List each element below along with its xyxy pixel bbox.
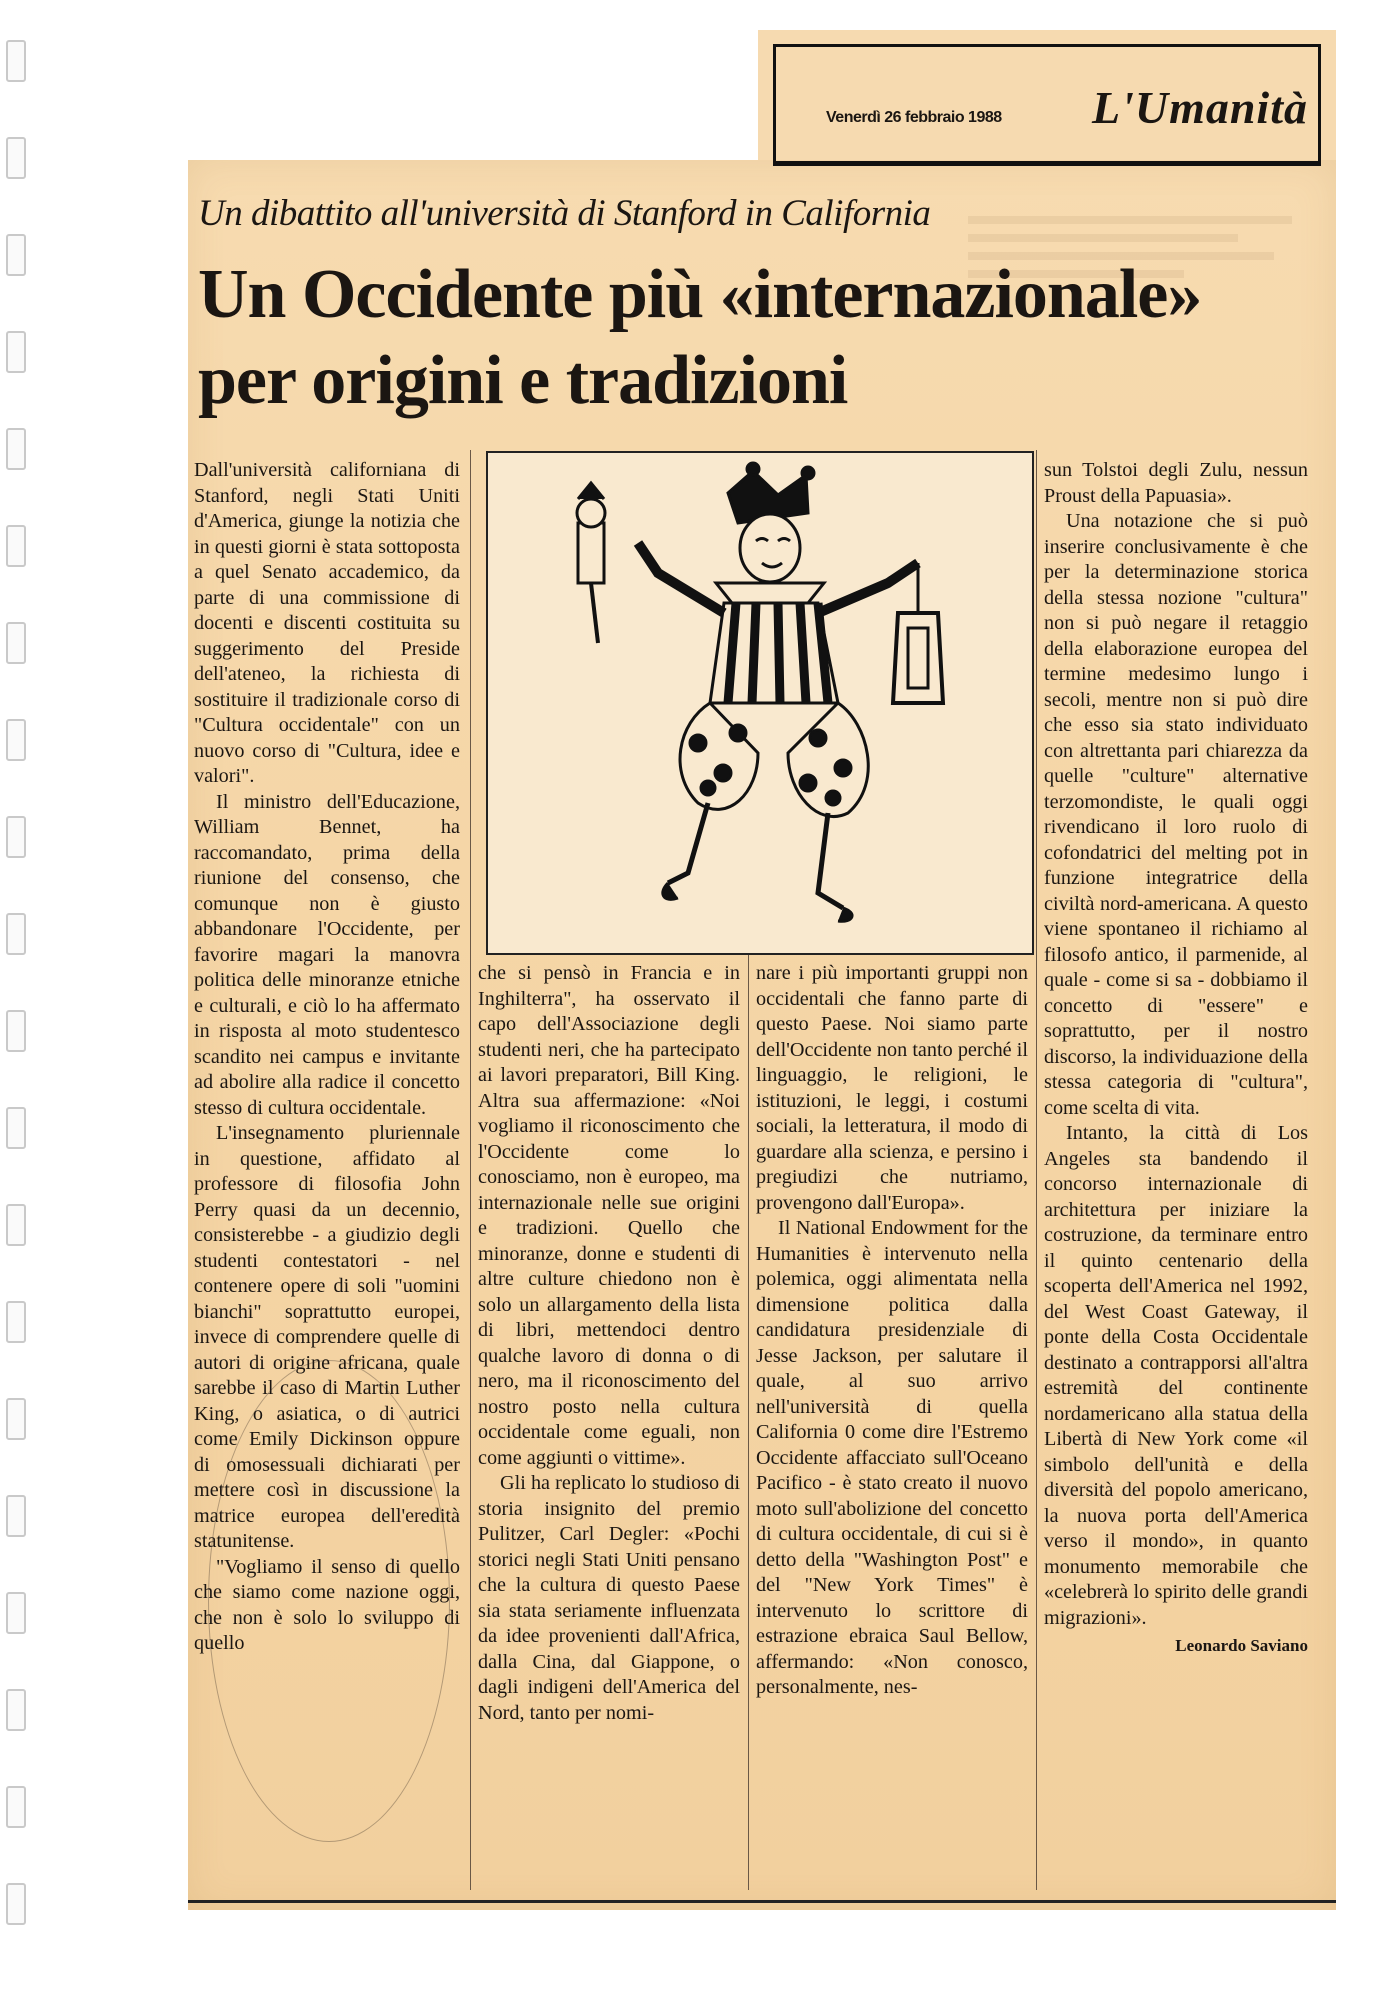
paragraph: Una notazione che si può inserire conclusivamente è che per la determinazione storica della stessa nozione "cultura" non si può negare il retaggio della elaborazione europea del termine medesimo lungo i secoli, mentre non si può dire che esso sia stato individuato con altrettanta pari chiarezza da quelle "culture" alternative terzomondiste, le quali oggi rivendicano il loro ruolo di cofondatrici del melting pot in funzione integratrice della civiltà nord-americana. A questo viene spontaneo il richiamo al filosofo antico, il parmenide, al quale - come si sa - dobbiamo il concetto di "essere" e soprattutto, per il nostro discorso, la individuazione della stessa categoria di "cultura", come scelta di vita. — [1044, 510, 1308, 1119]
masthead — [773, 44, 1321, 166]
article-byline: Leonardo Saviano — [1175, 1636, 1308, 1655]
binder-hole — [6, 1592, 26, 1634]
column-rule — [470, 450, 471, 1890]
newspaper-name: L'Umanità — [1091, 82, 1308, 133]
binder-hole — [6, 1398, 26, 1440]
headline-line-1: Un Occidente più «internazionale» — [198, 256, 1202, 333]
binder-hole — [6, 1010, 26, 1052]
binder-hole — [6, 1883, 26, 1925]
article-kicker: Un dibattito all'università di Stanford in California — [198, 193, 931, 234]
binder-hole — [6, 1689, 26, 1731]
binder-hole — [6, 1495, 26, 1537]
paragraph: Gli ha replicato lo studioso di storia insignito del premio Pulitzer, Carl Degler: «Pochi storici negli Stati Uniti pensano che la cultura di questo Paese sia stata seriamente influenzata da idee provenienti dall'Africa, dalla Cina, dal Giappone, o dagli indigeni dell'America del Nord, tanto per nomi- — [478, 1472, 740, 1724]
article-column-2 — [478, 961, 740, 1726]
paragraph: che si pensò in Francia e in Inghilterra", ha osservato il capo dell'Associazione degli studenti neri, che ha partecipato ai lavori preparatori, Bill King. Altra sua affermazione: «Noi vogliamo il riconoscimento che l'Occidente come lo conosciamo, non è europeo, ma internazionale nelle sue origini e tradizioni. Quello che minoranze, donne e studenti di altre culture chiedono non è solo un allargamento della lista di libri, mettendoci dentro qualche lavoro di donna o di nero, ma il riconoscimento del nostro posto nella cultura occidentale come eguali, non come aggiunti o vittime». — [478, 962, 740, 1469]
binder-hole — [6, 1786, 26, 1828]
binder-hole — [6, 234, 26, 276]
binder-hole — [6, 1107, 26, 1149]
binder-hole — [6, 1204, 26, 1246]
pencil-annotation — [208, 1360, 450, 1842]
binder-hole — [6, 1301, 26, 1343]
binder-hole — [6, 137, 26, 179]
binder-hole — [6, 331, 26, 373]
binder-holes — [4, 40, 28, 1980]
masthead-date: Venerdì 26 febbraio 1988 — [826, 109, 1002, 126]
paragraph: Il ministro dell'Educazione, William Bennet, ha raccomandato, prima della riunione del consenso, che comunque non è giusto abbandonare l'Occidente, per favorire magari la manovra politica delle minoranze etniche e culturali, e ciò lo ha affermato in risposta al moto studentesco scandito nei campus e invitante ad abolire alla radice il concetto stesso di cultura occidentale. — [194, 790, 460, 1119]
bottom-rule — [188, 1900, 1336, 1903]
paragraph: L'insegnamento pluriennale in questione, affidato al professore di filosofia John Perry quasi da un decennio, consisterebbe - a giudizio degli studenti contestatori - nel contenere opere di soli "uomini bianchi" soprattutto europei, invece di comprendere quelle di autori di origine africana, quale sarebbe il caso di Martin Luther King, o asiatica, o di autrici come Emily Dickinson oppure di omosessuali dichiarati per mettere così in discussione la matrice europea dell'eredità statunitense. — [194, 1122, 460, 1552]
paragraph: Il National Endowment for the Humanities è intervenuto nella polemica, oggi alimentata nella dimensione politica dalla candidatura presidenziale di Jesse Jackson, per salutare il quale, al suo arrivo nell'università di quella California 0 come dire l'Estremo Occidente affacciato sull'Oceano Pacifico - è stato creato il nuovo moto sull'abolizione del concetto di cultura occidentale, di cui si è detto della "Washington Post" e del "New York Times" è intervenuto lo scrittore di estrazione ebraica Saul Bellow, affermando: «Non conosco, personalmente, nes- — [756, 1217, 1028, 1698]
paragraph: nare i più importanti gruppi non occidentali che fanno parte di questo Paese. Noi siamo parte dell'Occidente non tanto perché il linguaggio, le religioni, le istituzioni, le leggi, i costumi sociali, la letteratura, il modo di guardare alla scienza, e persino i pregiudizi che nutriamo, provengono dall'Europa». — [756, 962, 1028, 1214]
binder-hole — [6, 428, 26, 470]
binder-hole — [6, 525, 26, 567]
column-rule — [1036, 450, 1037, 1890]
jester-illustration — [486, 451, 1034, 955]
article-headline — [198, 252, 1201, 424]
newspaper-clipping — [188, 30, 1336, 1910]
paragraph: Dall'università californiana di Stanford, negli Stati Uniti d'America, giunge la notizia che in questi giorni è stata sottoposta a quel Senato accademico, da parte di una commissione di docenti e discenti costituita su suggerimento del Preside dell'ateneo, la richiesta di sostituire il tradizionale corso di "Cultura occidentale" con un nuovo corso di "Cultura, idee e valori". — [194, 459, 460, 787]
binder-hole — [6, 816, 26, 858]
headline-line-2: per origini e tradizioni — [198, 342, 848, 419]
article-column-4 — [1044, 458, 1308, 1659]
jester-icon — [488, 453, 1032, 953]
paragraph: Intanto, la città di Los Angeles sta bandendo il concorso internazionale di architettura per iniziare la costruzione, da terminare entro il quinto centenario della scoperta dell'America nel 1992, del West Coast Gateway, il ponte della Costa Occidentale destinato a contrapporsi all'altra estremità del continente nordamericano alla statua della Libertà di New York come «il simbolo dell'unità e della diversità del popolo americano, la nuova porta dell'America verso il mondo», in quanto monumento memorabile che «celebrerà lo spirito delle grandi migrazioni». — [1044, 1122, 1308, 1629]
paragraph: sun Tolstoi degli Zulu, nessun Proust della Papuasia». — [1044, 459, 1308, 507]
article-column-3 — [756, 961, 1028, 1701]
binder-hole — [6, 622, 26, 664]
binder-hole — [6, 913, 26, 955]
paragraph: "Vogliamo il senso di quello che siamo come nazione oggi, che non è solo lo sviluppo di quello — [194, 1555, 460, 1654]
binder-hole — [6, 719, 26, 761]
column-rule — [748, 955, 749, 1890]
binder-hole — [6, 40, 26, 82]
